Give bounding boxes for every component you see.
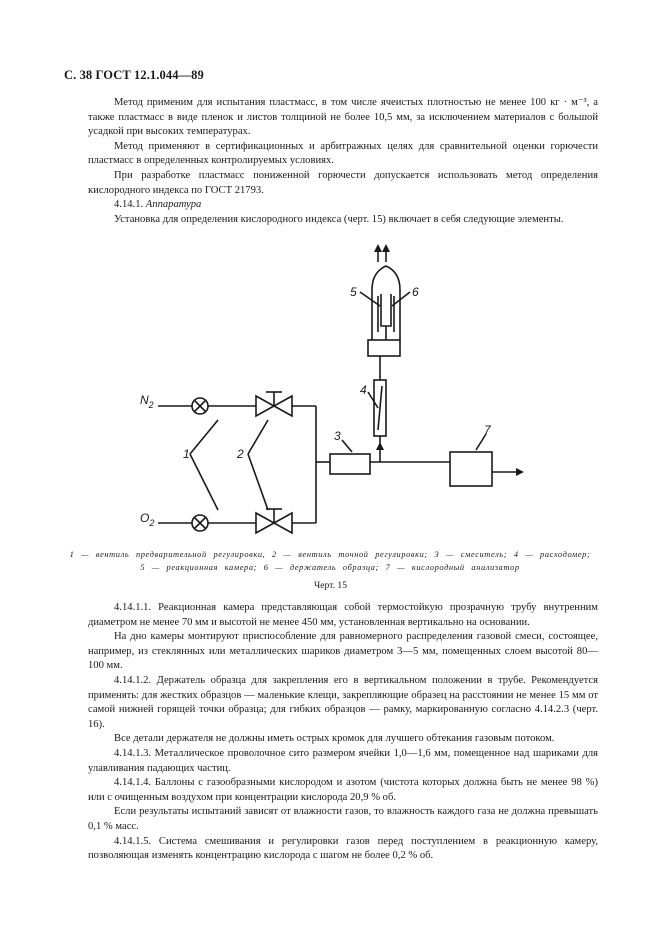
valve-fine-bottom-b (274, 513, 292, 533)
mixer-box (330, 454, 370, 474)
body-paragraph: Все детали держателя не должны иметь острых кромок для лучшего обтекания газовым потоком. (114, 733, 555, 745)
apparatus-diagram (120, 244, 540, 544)
section-intro: Установка для определения кислородного индекса (черт. 15) включает в себя следующие элементы. (114, 213, 564, 225)
body-paragraph: 4.14.1.5. Система смешивания и регулировки газов перед поступлением в реакционную камеру, позволяющая изменять концентрацию кислорода с шагом не более 0,2 % об. (88, 835, 598, 862)
section-heading (88, 198, 598, 213)
sample-holder (381, 294, 391, 326)
intro-text (88, 96, 598, 227)
outlet-arrow (516, 468, 524, 476)
legend-line: 1 — вентиль предварительной регулировки, 2 — вентиль точной регулировки; 3 — смеситель; 4 — расходомер; (69, 550, 591, 559)
label-7: 7 (484, 423, 491, 437)
intro-paragraph: Метод применяют в сертификационных и арбитражных целях для сравнительной оценки горючести пластмасс в определенных контролируемых условиях. (88, 140, 598, 167)
flow-arrow (376, 442, 384, 450)
valve-fine-top-b (274, 396, 292, 416)
body-paragraph: На дно камеры монтируют приспособление для равномерного распределения газовой смеси, состоящее, например, из стеклянных или металлических шариков диаметром 3—5 мм, помещенных слоем высотой 80—100 мм. (88, 631, 598, 672)
figure-legend (30, 549, 630, 574)
body-text (88, 601, 598, 864)
section-number: 4.14.1. (114, 199, 144, 211)
body-paragraph: Если результаты испытаний зависят от влажности газов, то влажность каждого газа не должна превышать 0,1 % масс. (88, 806, 598, 832)
valve-fine-top-a (256, 396, 274, 416)
gas-n2-label: $N_2$ (140, 393, 154, 410)
legend-line: 5 — реакционная камера; 6 — держатель образца; 7 — кислородный анализатор (140, 562, 520, 572)
analyzer-box (450, 452, 492, 486)
label-4: 4 (360, 383, 367, 397)
label-6: 6 (412, 285, 419, 299)
body-paragraph: 4.14.1.1. Реакционная камера представляющая собой термостойкую прозрачную трубу внутренним диаметром не менее 70 мм и высотой не менее 450 мм, установленная вертикально на основании. (88, 602, 598, 628)
exhaust-arrow (382, 244, 390, 252)
section-title: Аппаратура (145, 199, 202, 211)
intro-paragraph: Метод применим для испытания пластмасс, в том числе ячеистых плотностью не менее 100 кг · м⁻³, а также пластмасс в виде пленок и листов толщиной не более 10,5 мм, за исключением материалов с большой усадкой при высоких температурах. (88, 97, 598, 138)
figure-caption: Черт. 15 (313, 580, 348, 591)
chamber-base (368, 340, 400, 356)
body-paragraph: 4.14.1.2. Держатель образца для закрепления его в вертикальном положении в трубе. Рекомендуется применять: для жестких образцов — маленькие клещи, закрепляющие образец на расстоянии не менее 15 мм от самой нижней горящей точки образца; для гибких образцов — рамку, маркированную согласно 4.14.2.3 (черт. 16). (88, 674, 598, 730)
page-header: С. 38 ГОСТ 12.1.044—89 (64, 68, 204, 82)
label-3: 3 (334, 429, 341, 443)
valve-fine-bottom-a (256, 513, 274, 533)
gas-o2-label: $O_2$ (140, 511, 155, 528)
label-2: 2 (237, 447, 244, 461)
label-1: 1 (183, 447, 190, 461)
body-paragraph: 4.14.1.3. Металлическое проволочное сито размером ячейки 1,0—1,6 мм, помещенное над шариками для улавливания падающих частиц. (88, 747, 598, 774)
exhaust-arrow (374, 244, 382, 252)
intro-paragraph: При разработке пластмасс пониженной горючести допускается использовать метод определения кислородного индекса по ГОСТ 21793. (88, 169, 598, 196)
body-paragraph: 4.14.1.4. Баллоны с газообразными кислородом и азотом (чистота которых должна быть не менее 98 %) или с очищенным воздухом при концентрации кислорода 20,9 % об. (88, 777, 598, 803)
label-5: 5 (350, 285, 357, 299)
